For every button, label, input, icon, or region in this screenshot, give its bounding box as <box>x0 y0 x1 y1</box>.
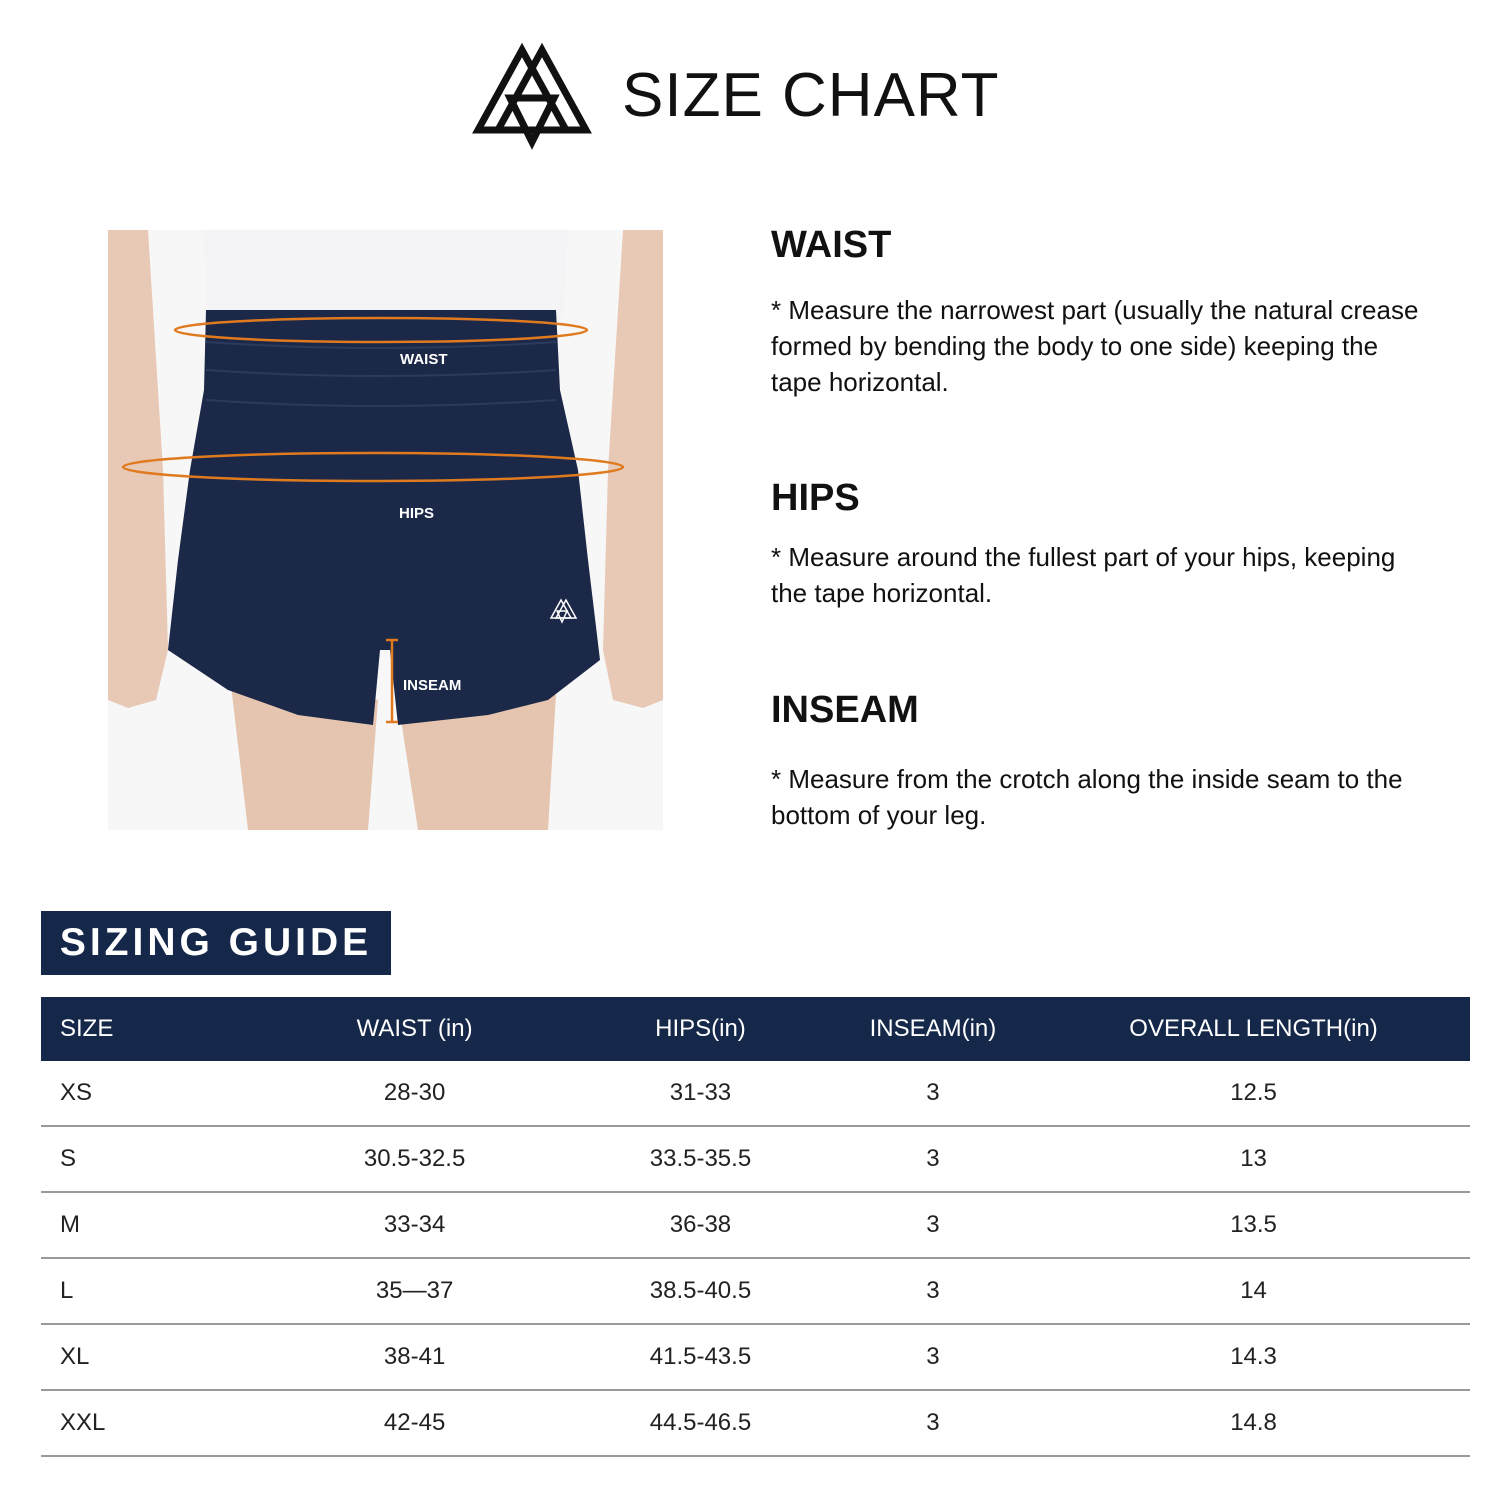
cell-waist: 42-45 <box>257 1390 572 1456</box>
shorts-model-photo <box>108 230 663 830</box>
sizing-guide-title: SIZING GUIDE <box>41 911 391 975</box>
white-shirt <box>203 230 568 320</box>
cell-size: XS <box>41 1061 257 1126</box>
cell-hips: 33.5-35.5 <box>572 1126 829 1192</box>
column-header-size: SIZE <box>60 1015 114 1042</box>
cell-waist: 33-34 <box>257 1192 572 1258</box>
cell-inseam: 3 <box>829 1324 1037 1390</box>
page-title: SIZE CHART <box>622 61 1000 130</box>
cell-waist: 38-41 <box>257 1324 572 1390</box>
cell-overall-length: 14.8 <box>1037 1390 1470 1456</box>
waist-description: * Measure the narrowest part (usually the natural crease formed by bending the body to one side) keeping the tape horizontal. <box>771 295 1419 397</box>
cell-inseam: 3 <box>829 1390 1037 1456</box>
hips-label: HIPS <box>399 505 435 522</box>
cell-overall-length: 14.3 <box>1037 1324 1470 1390</box>
column-header-overall-length: OVERALL LENGTH(in) <box>1129 1015 1378 1042</box>
table-row <box>41 1390 1470 1456</box>
column-header-inseam: INSEAM(in) <box>869 1015 997 1042</box>
hips-description: * Measure around the fullest part of your hips, keeping the tape horizontal. <box>771 542 1396 608</box>
inseam-label: INSEAM <box>403 677 462 694</box>
cell-overall-length: 13.5 <box>1037 1192 1470 1258</box>
column-header-hips: HIPS(in) <box>655 1015 746 1042</box>
waist-label: WAIST <box>400 351 448 368</box>
cell-overall-length: 12.5 <box>1037 1061 1470 1126</box>
cell-overall-length: 14 <box>1037 1258 1470 1324</box>
table-row <box>41 1126 1470 1192</box>
table-row <box>41 1258 1470 1324</box>
sizing-table <box>41 997 1470 1457</box>
cell-size: S <box>41 1126 257 1192</box>
cell-hips: 41.5-43.5 <box>572 1324 829 1390</box>
cell-hips: 38.5-40.5 <box>572 1258 829 1324</box>
cell-size: XL <box>41 1324 257 1390</box>
cell-inseam: 3 <box>829 1258 1037 1324</box>
column-header-waist: WAIST (in) <box>356 1015 473 1042</box>
cell-inseam: 3 <box>829 1061 1037 1126</box>
cell-hips: 36-38 <box>572 1192 829 1258</box>
cell-waist: 28-30 <box>257 1061 572 1126</box>
table-row <box>41 1324 1470 1390</box>
table-row <box>41 1192 1470 1258</box>
cell-waist: 30.5-32.5 <box>257 1126 572 1192</box>
cell-inseam: 3 <box>829 1192 1037 1258</box>
cell-waist: 35—37 <box>257 1258 572 1324</box>
cell-inseam: 3 <box>829 1126 1037 1192</box>
cell-size: XXL <box>41 1390 257 1456</box>
inseam-description: * Measure from the crotch along the inside seam to the bottom of your leg. <box>771 764 1403 830</box>
cell-overall-length: 13 <box>1037 1126 1470 1192</box>
cell-size: M <box>41 1192 257 1258</box>
hips-heading: HIPS <box>771 477 860 519</box>
table-header-row <box>41 997 1470 1061</box>
cell-hips: 31-33 <box>572 1061 829 1126</box>
table-row <box>41 1061 1470 1126</box>
cell-hips: 44.5-46.5 <box>572 1390 829 1456</box>
inseam-heading: INSEAM <box>771 689 919 731</box>
brand-logo-icon <box>470 42 600 150</box>
waist-heading: WAIST <box>771 224 892 266</box>
cell-size: L <box>41 1258 257 1324</box>
